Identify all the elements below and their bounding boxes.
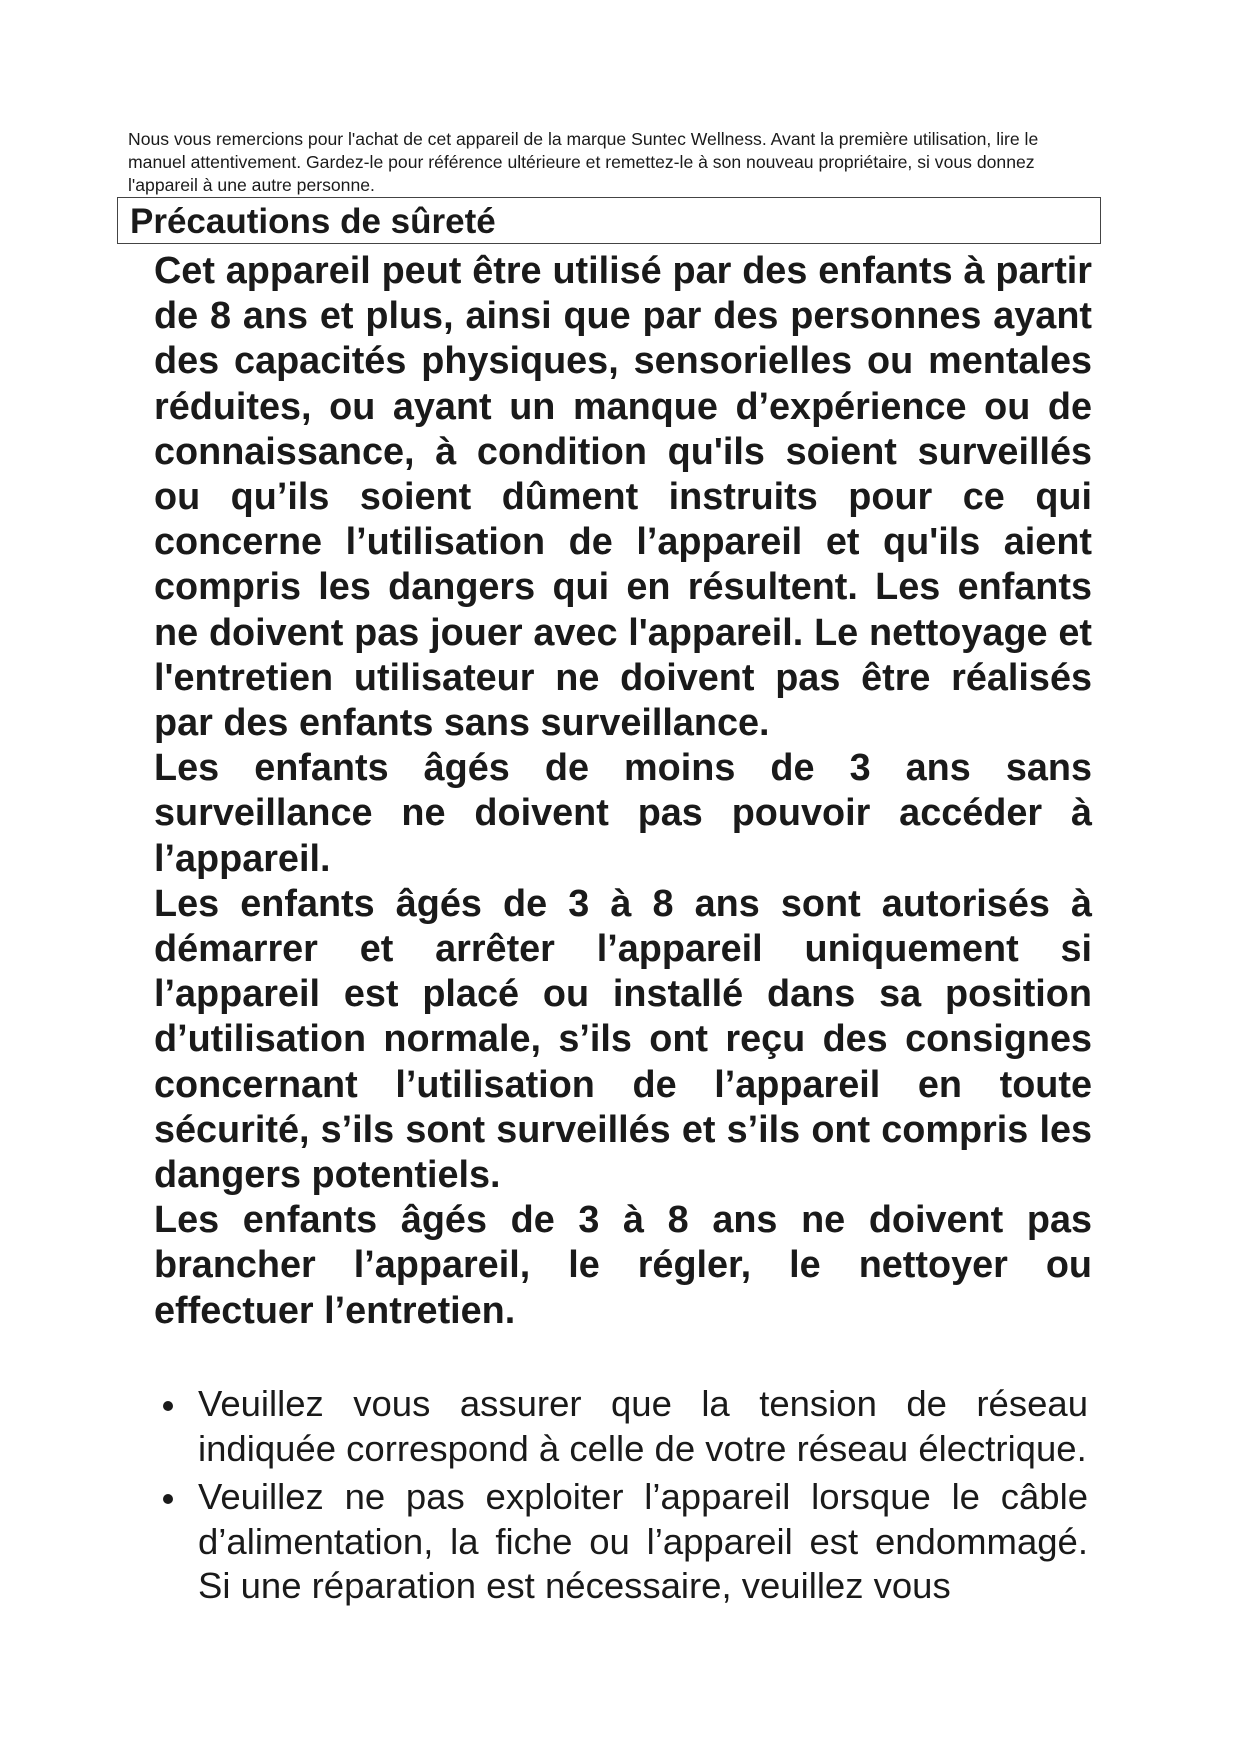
- child-safety-warning: [154, 249, 1092, 1334]
- warning-paragraph: Les enfants âgés de moins de 3 ans sans surveillance ne doivent pas pouvoir accéder à l’appareil.: [154, 747, 1092, 880]
- list-item: [154, 1382, 1088, 1471]
- intro-text: Nous vous remercions pour l'achat de cet appareil de la marque Suntec Wellness. Avant la première utilisation, lire le manuel attentivement. Gardez-le pour référence ultérieure et remettez-le à son nouveau propriétaire, si vous donnez l'appareil à une autre personne.: [128, 129, 1039, 195]
- list-item: [154, 1475, 1088, 1609]
- section-title: Précautions de sûreté: [130, 202, 496, 241]
- bullet-icon: [163, 1494, 173, 1504]
- section-header: [117, 197, 1101, 244]
- warning-paragraph: Cet appareil peut être utilisé par des enfants à partir de 8 ans et plus, ainsi que par des personnes ayant des capacités physiques, sensorielles ou mentales réduites, ou ayant un manque d’expérience ou de connaissance, à condition qu'ils soient surveillés ou qu’ils soient dûment instruits pour ce qui concerne l’utilisation de l’appareil et qu'ils aient compris les dangers qui en résultent. Les enfants ne doivent pas jouer avec l'appareil. Le nettoyage et l'entretien utilisateur ne doivent pas être réalisés par des enfants sans surveillance.: [154, 250, 1092, 745]
- bullet-text: Veuillez ne pas exploiter l’appareil lorsque le câble d’alimentation, la fiche ou l’appareil est endommagé. Si une réparation est nécessaire, veuillez vous: [198, 1476, 1088, 1606]
- bullet-icon: [163, 1401, 173, 1411]
- safety-bullet-list: [154, 1382, 1088, 1613]
- bullet-text: Veuillez vous assurer que la tension de réseau indiquée correspond à celle de votre réseau électrique.: [198, 1383, 1088, 1469]
- warning-paragraph: Les enfants âgés de 3 à 8 ans sont autorisés à démarrer et arrêter l’appareil uniquement si l’appareil est placé ou installé dans sa position d’utilisation normale, s’ils ont reçu des consignes concernant l’utilisation de l’appareil en toute sécurité, s’ils sont surveillés et s’ils ont compris les dangers potentiels.: [154, 882, 1092, 1197]
- warning-paragraph: Les enfants âgés de 3 à 8 ans ne doivent pas brancher l’appareil, le régler, le nettoyer ou effectuer l’entretien.: [154, 1199, 1092, 1332]
